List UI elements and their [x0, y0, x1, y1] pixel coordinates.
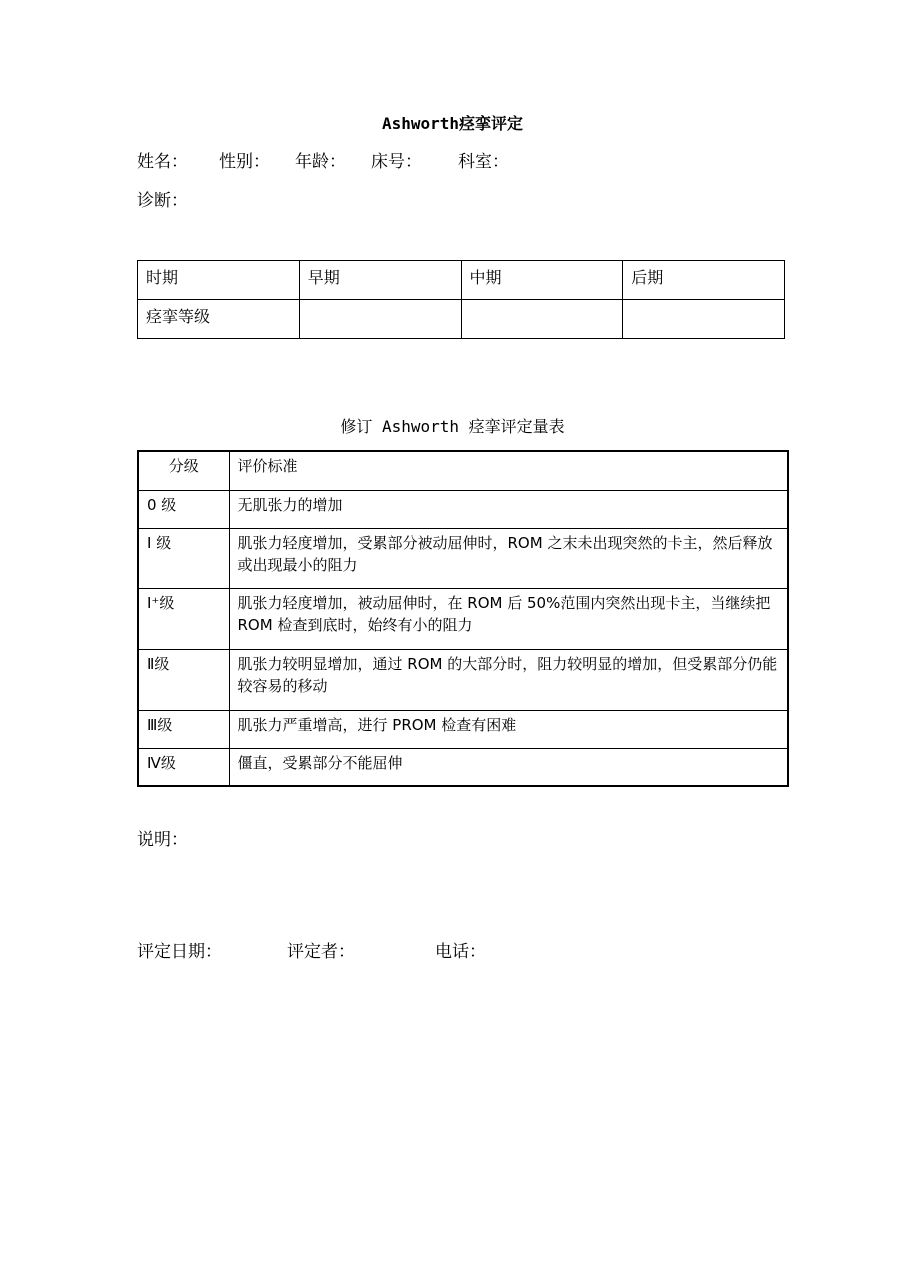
bed-label: 床号：	[371, 152, 422, 172]
grade-cell: Ⅱ级	[138, 649, 229, 710]
grade-cell: 0 级	[138, 490, 229, 528]
table-row	[138, 528, 788, 588]
department-label: 科室：	[458, 152, 509, 172]
table-cell: 痉挛等级	[138, 300, 300, 339]
note-label: 说明：	[137, 830, 188, 850]
table-row	[138, 261, 785, 300]
criteria-cell: 肌张力轻度增加，受累部分被动屈伸时，ROM 之末未出现突然的卡主，然后释放或出现最小的阻力	[229, 528, 788, 588]
scale-title: 修订 Ashworth 痉挛评定量表	[340, 417, 565, 436]
table-row	[138, 300, 785, 339]
grade-cell: Ⅳ级	[138, 748, 229, 786]
criteria-header: 评价标准	[229, 451, 788, 490]
grade-cell: I⁺级	[138, 588, 229, 649]
name-label: 姓名：	[137, 152, 188, 172]
period-table	[137, 260, 785, 339]
table-row	[138, 451, 788, 490]
table-cell: 中期	[461, 261, 623, 300]
criteria-cell: 肌张力轻度增加，被动屈伸时，在 ROM 后 50%范围内突然出现卡主，当继续把 ROM 检查到底时，始终有小的阻力	[229, 588, 788, 649]
table-row	[138, 588, 788, 649]
late-grade-cell[interactable]	[623, 300, 785, 339]
phone-label: 电话：	[435, 942, 486, 962]
table-row	[138, 649, 788, 710]
middle-grade-cell[interactable]	[461, 300, 623, 339]
criteria-cell: 肌张力较明显增加，通过 ROM 的大部分时，阻力较明显的增加，但受累部分仍能较容易的移动	[229, 649, 788, 710]
criteria-cell: 肌张力严重增高，进行 PROM 检查有困难	[229, 710, 788, 748]
table-cell: 早期	[299, 261, 461, 300]
page-title: Ashworth痉挛评定	[381, 114, 524, 133]
table-row	[138, 710, 788, 748]
grade-cell: I 级	[138, 528, 229, 588]
criteria-cell: 无肌张力的增加	[229, 490, 788, 528]
early-grade-cell[interactable]	[299, 300, 461, 339]
assessment-date-label: 评定日期：	[137, 942, 222, 962]
grade-header: 分级	[138, 451, 229, 490]
table-row	[138, 490, 788, 528]
grade-cell: Ⅲ级	[138, 710, 229, 748]
gender-label: 性别：	[219, 152, 270, 172]
scale-table	[137, 450, 789, 787]
criteria-cell: 僵直，受累部分不能屈伸	[229, 748, 788, 786]
diagnosis-label: 诊断：	[137, 191, 188, 211]
table-cell: 时期	[138, 261, 300, 300]
age-label: 年龄：	[295, 152, 346, 172]
assessor-label: 评定者：	[287, 942, 355, 962]
table-cell: 后期	[623, 261, 785, 300]
table-row	[138, 748, 788, 786]
